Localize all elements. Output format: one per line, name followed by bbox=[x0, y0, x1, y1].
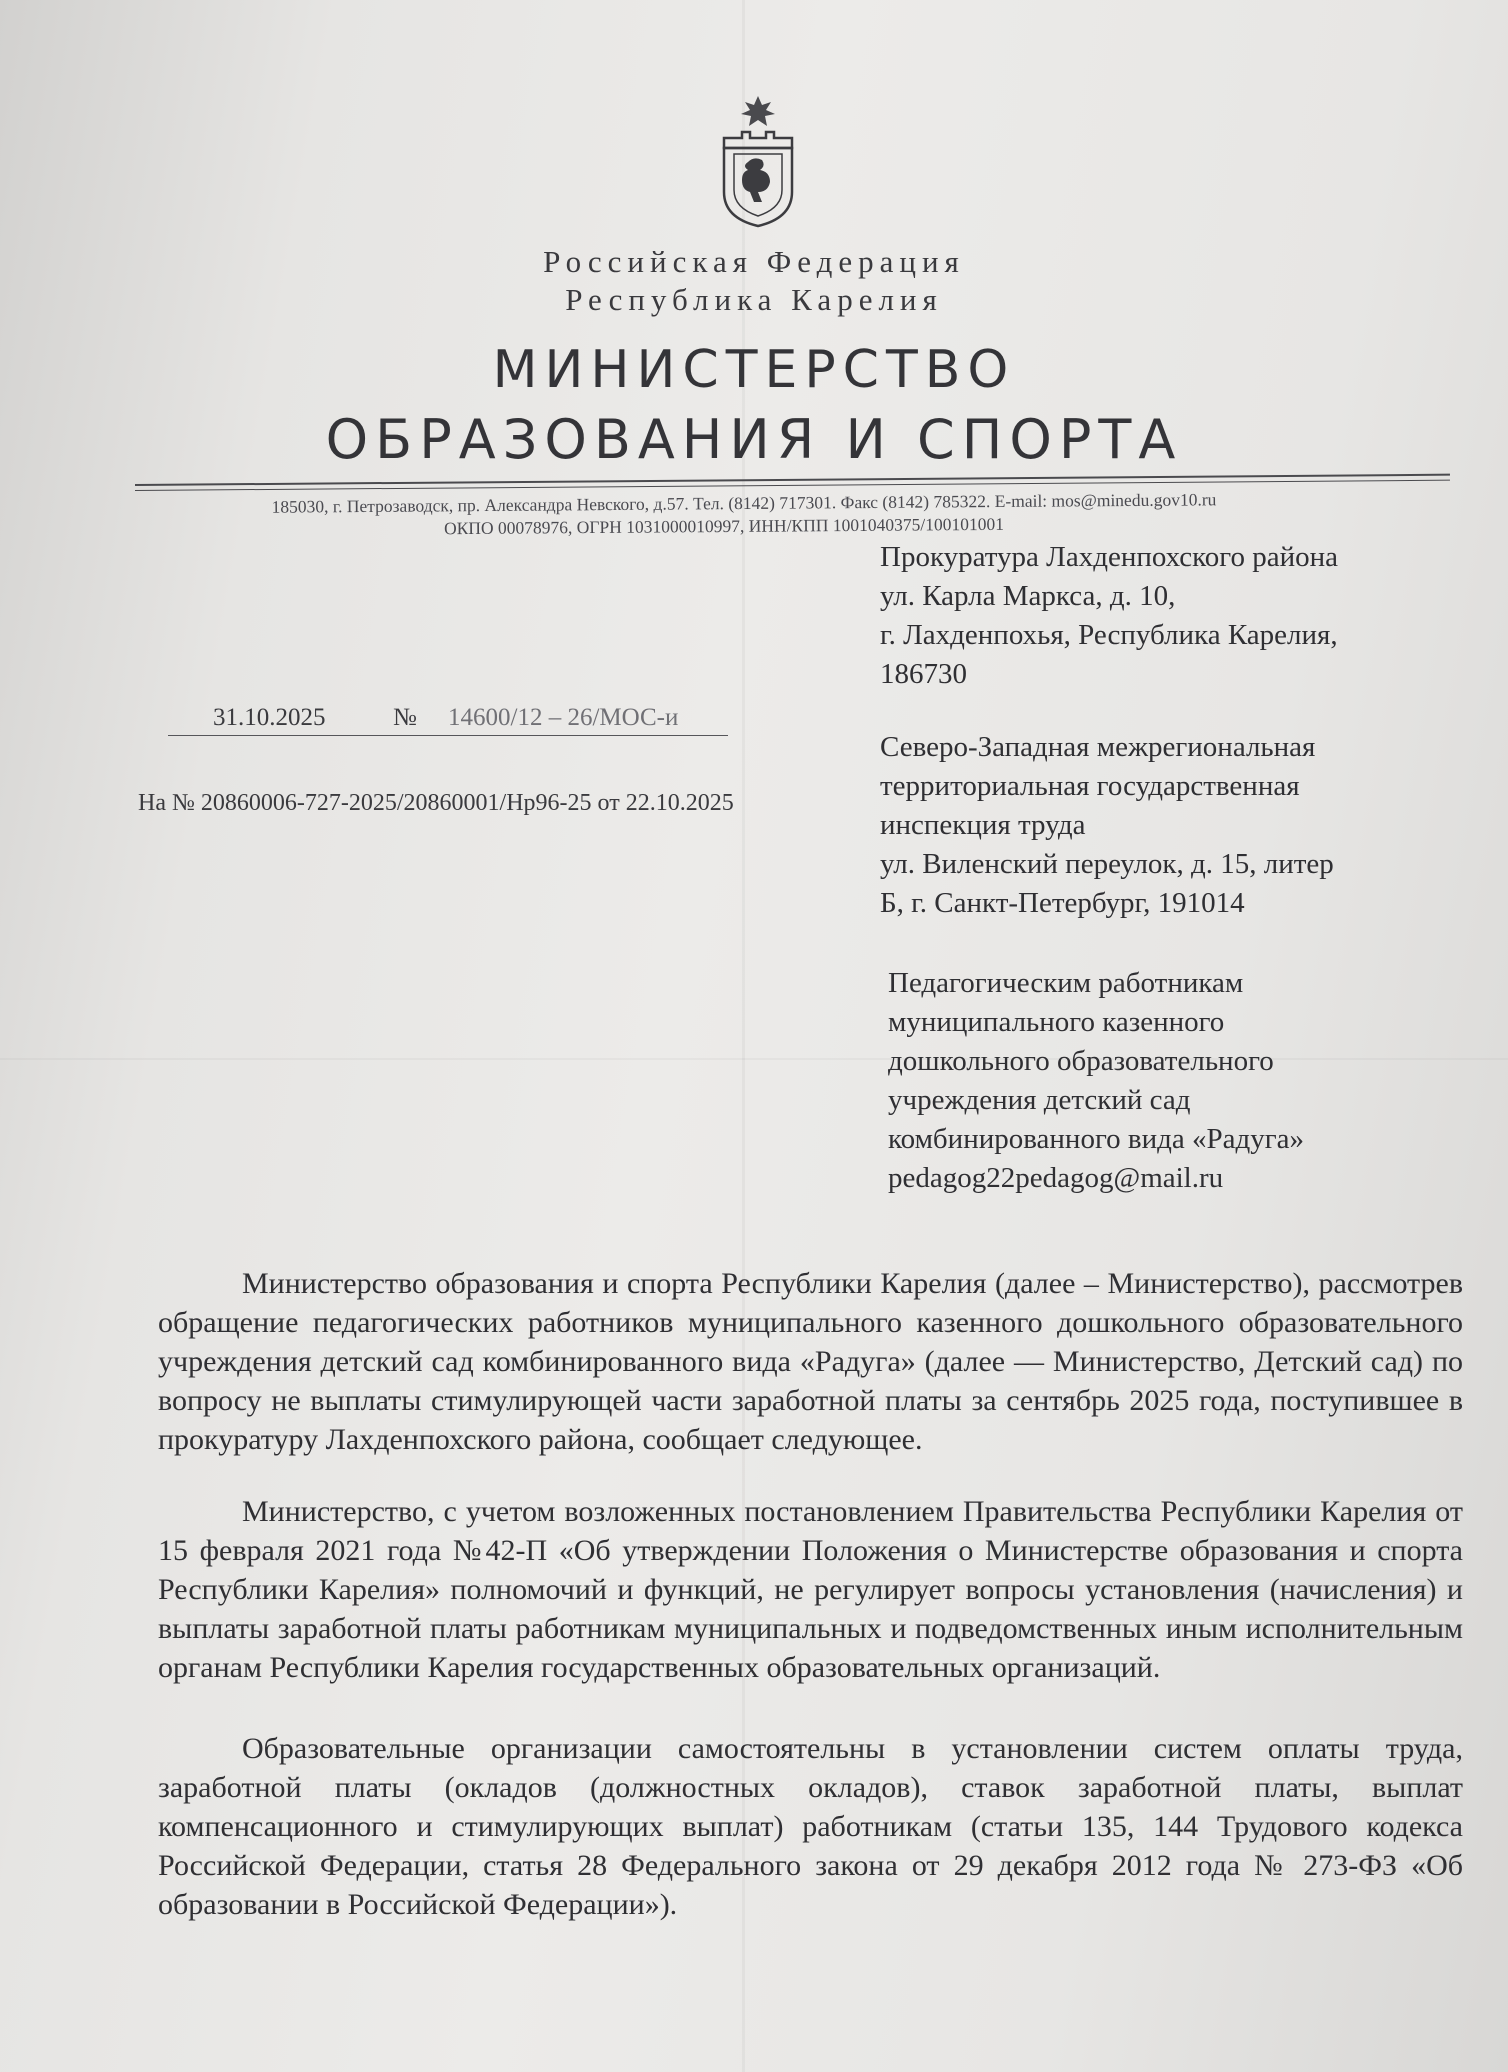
recipient-line: территориальная государственная bbox=[880, 770, 1300, 802]
body-paragraph-2 bbox=[158, 1492, 1463, 1687]
recipient-line: Северо-Западная межрегиональная bbox=[880, 731, 1316, 763]
document-date: 31.10.2025 bbox=[213, 704, 326, 731]
body-paragraph-3 bbox=[158, 1729, 1463, 1924]
recipient-line: муниципального казенного bbox=[888, 1006, 1225, 1038]
recipient-line: инспекция труда bbox=[880, 809, 1086, 841]
coat-of-arms-karelia-icon bbox=[710, 92, 806, 230]
recipient-line: дошкольного образовательного bbox=[888, 1045, 1274, 1077]
paragraph-text: Министерство, с учетом возложенных постановлением Правительства Республики Карелия от 15 февраля 2021 года №42-П «Об утверждении Положения о Министерстве образования и спорта Республики Карелия» полномочий и функций, не регулирует вопросы установления (начисления) и выплаты заработной платы работникам муниципальных и подведомственных иным исполнительным органам Республики Карелия государственных образовательных организаций. bbox=[158, 1495, 1463, 1684]
ministry-registry-codes: ОКПО 00078976, ОГРН 1031000010997, ИНН/КПП 1001040375/100101001 bbox=[443, 513, 1005, 539]
document-number: 14600/12 – 26/МОС-и bbox=[448, 704, 679, 731]
country-line-2: Республика Карелия bbox=[565, 282, 943, 317]
body-paragraph-1 bbox=[158, 1264, 1463, 1459]
recipient-line: ул. Виленский переулок, д. 15, литер bbox=[880, 848, 1334, 880]
recipient-line: учреждения детский сад bbox=[888, 1084, 1191, 1116]
recipient-labor-inspection bbox=[880, 728, 1420, 923]
ministry-address: 185030, г. Петрозаводск, пр. Александра Невского, д.57. Тел. (8142) 717301. Факс (8142) 785322. E-mail: mos@minedu.gov10.ru bbox=[271, 489, 1217, 517]
recipient-line: г. Лахденпохья, Республика Карелия, bbox=[880, 619, 1338, 651]
recipient-teachers bbox=[888, 964, 1408, 1198]
recipient-line: 186730 bbox=[880, 658, 967, 690]
number-label: № bbox=[393, 704, 417, 731]
recipient-line: Прокуратура Лахденпохского района bbox=[880, 541, 1338, 573]
recipient-line: комбинированного вида «Радуга» bbox=[888, 1123, 1304, 1155]
recipient-line: Б, г. Санкт-Петербург, 191014 bbox=[880, 887, 1245, 919]
recipient-email: pedagog22pedagog@mail.ru bbox=[888, 1162, 1224, 1194]
country-line-1: Российская Федерация bbox=[543, 244, 965, 279]
recipient-line: ул. Карла Маркса, д. 10, bbox=[880, 580, 1176, 612]
paragraph-text: Образовательные организации самостоятельны в установлении систем оплаты труда, заработной платы (окладов (должностных окладов), ставок заработной платы, выплат компенсационного и стимулирующих выплат) работникам (статьи 135, 144 Трудового кодекса Российской Федерации, статья 28 Федерального закона от 29 декабря 2012 года № 273-ФЗ «Об образовании в Российской Федерации»). bbox=[158, 1732, 1463, 1921]
ministry-title-line-1: МИНИСТЕРСТВО bbox=[492, 340, 1016, 400]
recipient-line: Педагогическим работникам bbox=[888, 967, 1244, 999]
incoming-reference: На № 20860006-727-2025/20860001/Нр96-25 от 22.10.2025 bbox=[138, 790, 734, 816]
paragraph-text: Министерство образования и спорта Республики Карелия (далее – Министерство), рассмотрев обращение педагогических работников муниципального казенного дошкольного образовательного учреждения детский сад комбинированного вида «Радуга» (далее — Министерство, Детский сад) по вопросу не выплаты стимулирующей части заработной платы за сентябрь 2025 года, поступившее в прокуратуру Лахденпохского района, сообщает следующее. bbox=[158, 1267, 1463, 1456]
recipient-prosecutor bbox=[880, 538, 1440, 694]
registration-underline bbox=[168, 735, 728, 736]
ministry-title-line-2: ОБРАЗОВАНИЯ И СПОРТА bbox=[325, 408, 1183, 471]
